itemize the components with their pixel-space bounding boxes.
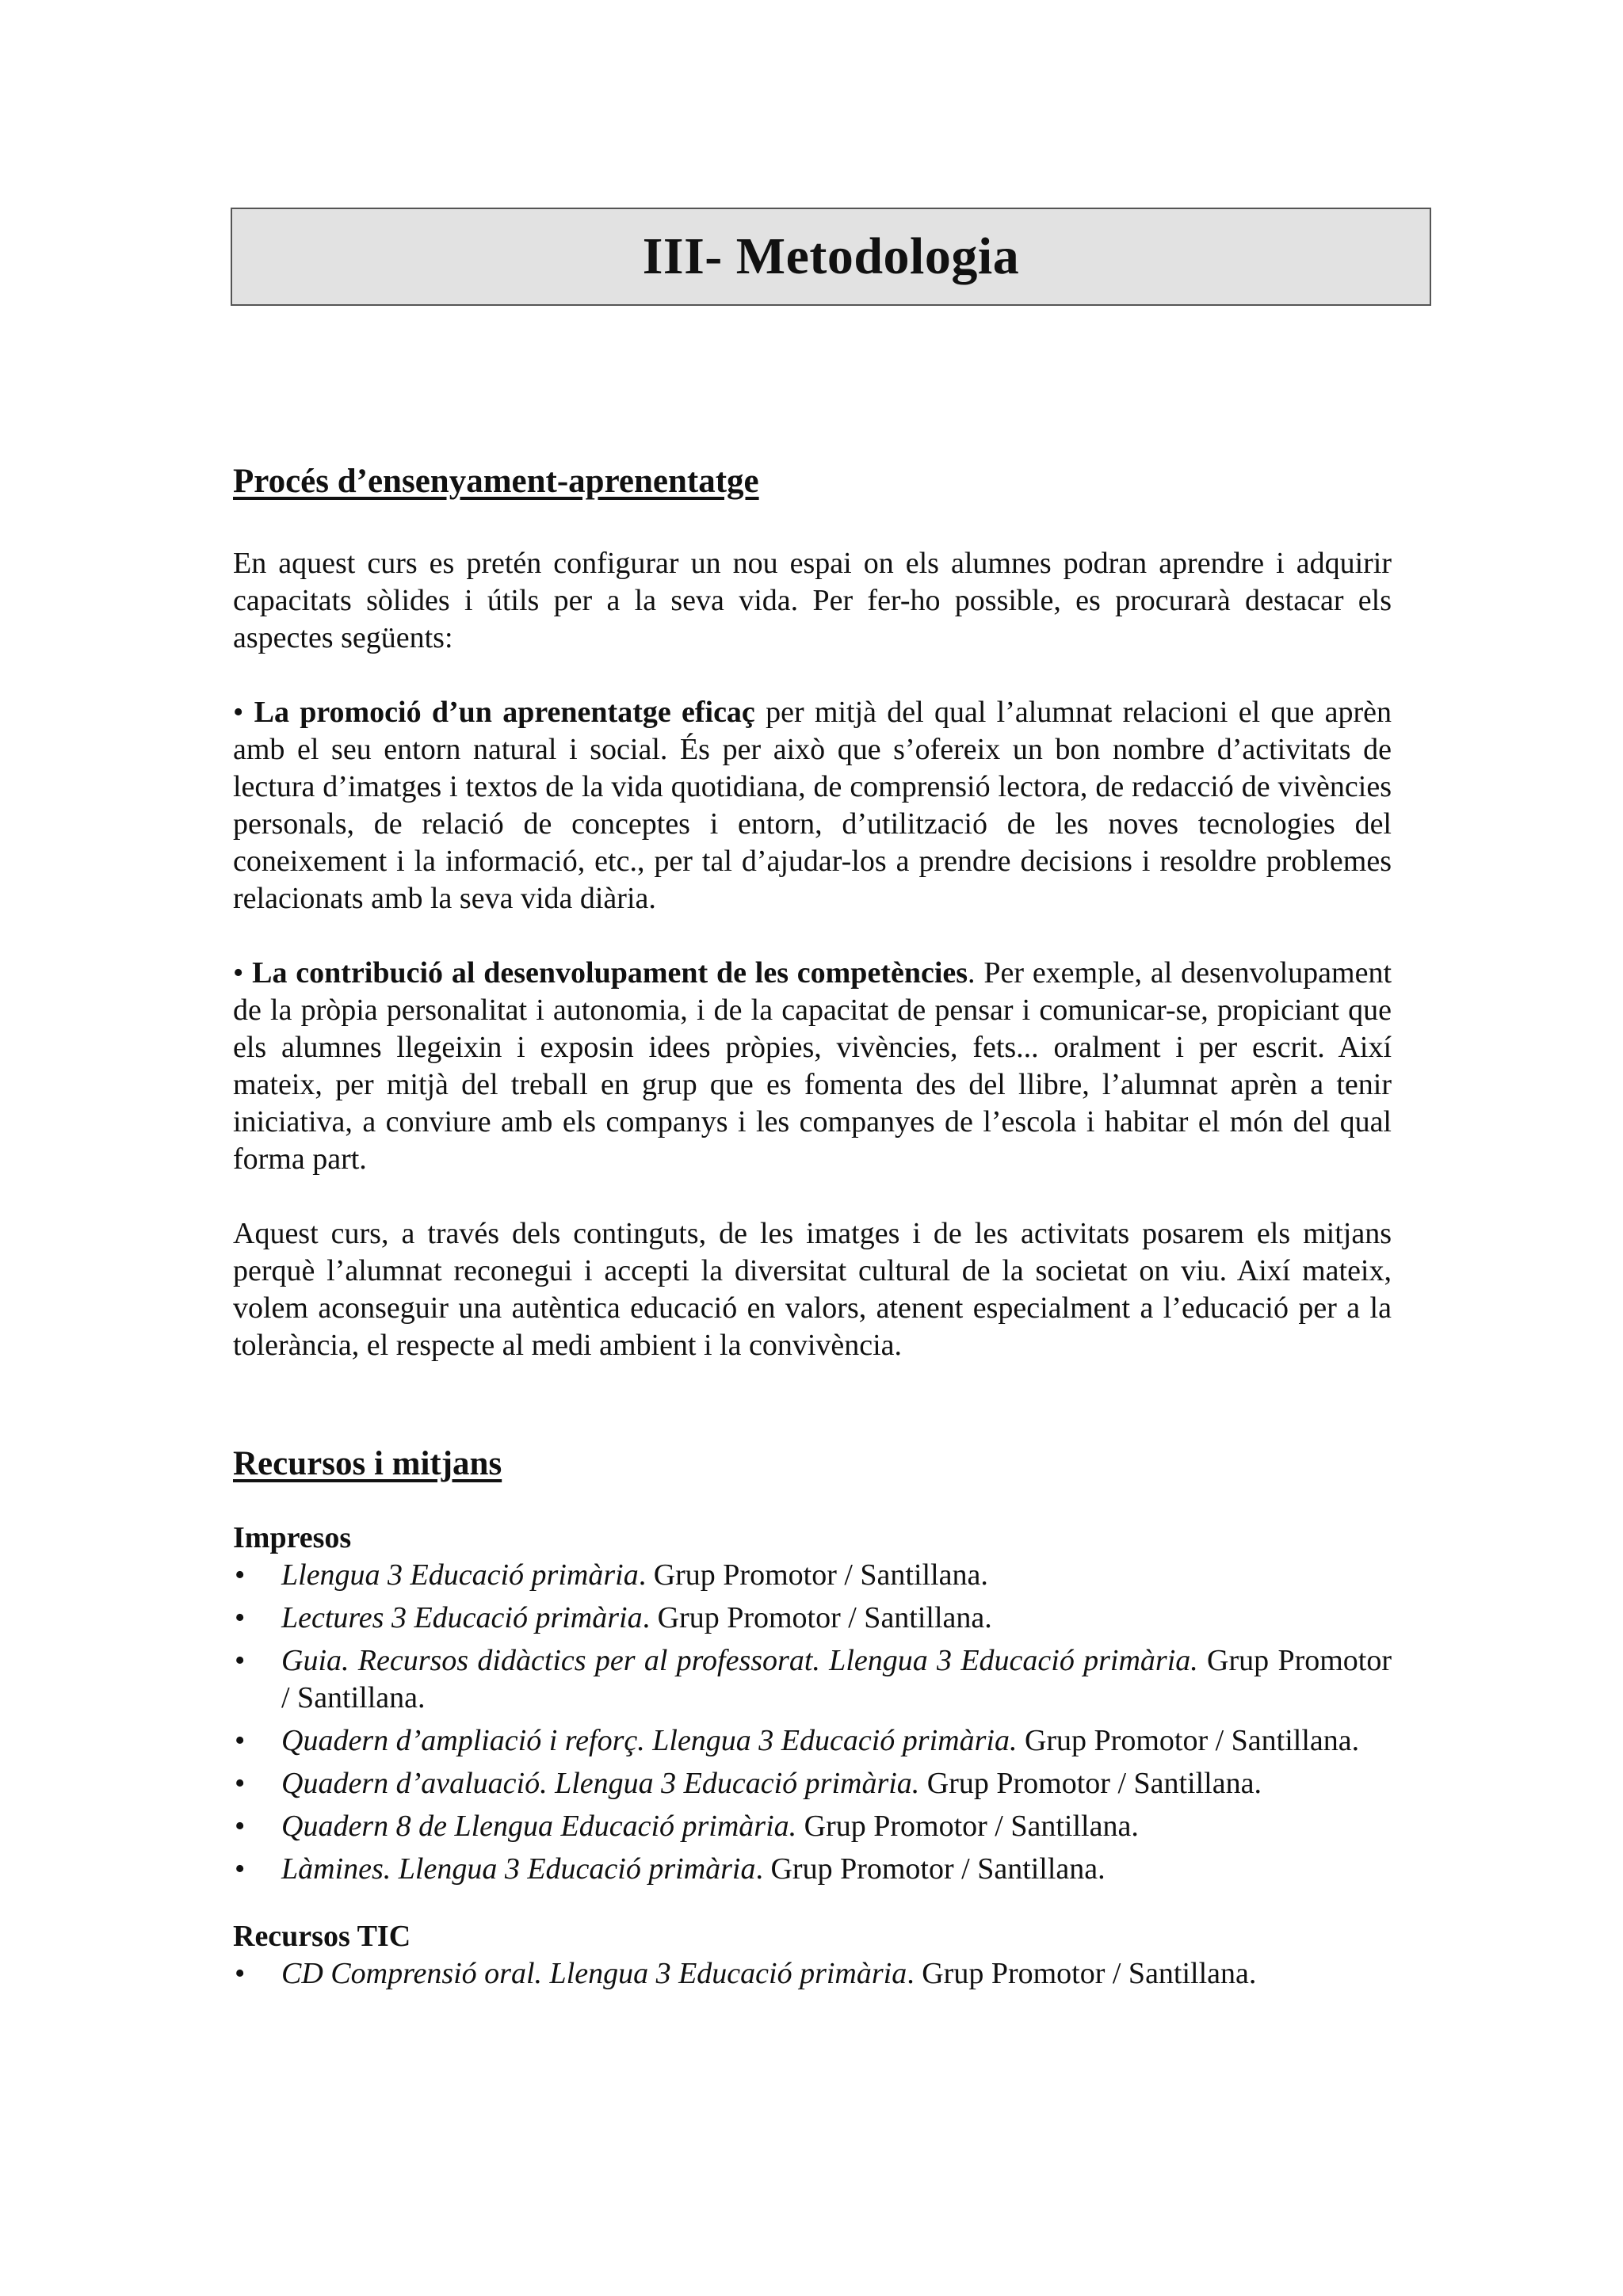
printed-list [233,1557,1392,1888]
title-box [231,208,1431,306]
list-item [233,1642,1392,1717]
intro-paragraph: En aquest curs es pretén configurar un nou espai on els alumnes podran aprendre i adquirir capacitats sòlides i útils per a la seva vida. Per fer-ho possible, es procurarà destacar els aspectes següents: [233,547,1392,654]
point-1-text: per mitjà del qual l’alumnat relacioni el que aprèn amb el seu entorn natural i social. És per això que s’ofereix un bon nombre d’activitats de lectura d’imatges i textos de la vida quotidiana, de comprensió lectora, de redacció de vivències personals, de relació de conceptes i entorn, d’utilització de les noves tecnologies del coneixement i la informació, etc., per tal d’ajudar-los a prendre decisions i resoldre problemes relacionats amb la seva vida diària. [233,696,1392,915]
item-publisher: Grup Promotor / Santillana. [281,1644,1392,1714]
section-heading-resources: Recursos i mitjans [233,1445,502,1482]
item-title: Quadern 8 de Llengua Educació primària. [281,1810,797,1843]
item-publisher: . Grup Promotor / Santillana. [638,1558,988,1592]
bullet-dot: • [233,956,253,990]
list-item [233,1955,1392,1993]
tic-list [233,1955,1392,1993]
item-title: CD Comprensió oral. Llengua 3 Educació primària [281,1957,907,1990]
closing-paragraph: Aquest curs, a través dels continguts, de les imatges i de les activitats posarem els mitjans perquè l’alumnat reconegui i accepti la diversitat cultural de la societat on viu. Així mateix, volem aconseguir una autèntica educació en valors, atenent especialment a l’educació per a la tolerància, el respecte al medi ambient i la convivència. [233,1217,1392,1362]
bullet-icon: • [235,1957,246,1990]
bullet-icon: • [235,1558,246,1592]
bullet-icon: • [235,1767,246,1800]
point-2-text: . Per exemple, al desenvolupament de la pròpia personalitat i autonomia, i de la capacitat de pensar i comunicar-se, propiciant que els alumnes llegeixin i exposin idees pròpies, vivències, fets... oralment i per escrit. Així mateix, per mitjà del treball en grup que es fomenta des del llibre, l’alumnat aprèn a tenir iniciativa, a conviure amb els companys i les companyes de l’escola i habitar el món del qual forma part. [233,956,1392,1176]
page-title: III- Metodologia [642,227,1020,285]
tic-heading: Recursos TIC [233,1920,411,1953]
item-title: Làmines. Llengua 3 Educació primària [281,1852,756,1886]
list-item [233,1808,1392,1845]
list-item [233,1600,1392,1637]
bullet-dot: • [233,696,254,729]
item-publisher: . Grup Promotor / Santillana. [755,1852,1106,1886]
item-title: Quadern d’avaluació. Llengua 3 Educació primària. [281,1767,920,1800]
list-item [233,1851,1392,1888]
section-heading-process: Procés d’ensenyament-aprenentatge [233,463,759,500]
list-item [233,1557,1392,1594]
item-title: Lectures 3 Educació primària [281,1601,643,1634]
item-publisher: . Grup Promotor / Santillana. [642,1601,992,1634]
bullet-icon: • [235,1724,246,1757]
point-paragraph-1 [233,694,1392,917]
bullet-icon: • [235,1601,246,1634]
item-title: Quadern d’ampliació i reforç. Llengua 3 Educació primària. [281,1724,1018,1757]
point-1-bold: La promoció d’un aprenentatge eficaç [254,696,755,729]
item-title: Guia. Recursos didàctics per al professorat. Llengua 3 Educació primària. [281,1644,1198,1677]
bullet-icon: • [235,1644,246,1677]
item-publisher: Grup Promotor / Santillana. [796,1810,1139,1843]
item-publisher: Grup Promotor / Santillana. [1017,1724,1360,1757]
item-publisher: . Grup Promotor / Santillana. [907,1957,1257,1990]
item-title: Llengua 3 Educació primària [281,1558,639,1592]
point-paragraph-2 [233,955,1392,1178]
point-2-bold: La contribució al desenvolupament de les competències [252,956,968,990]
list-item [233,1722,1392,1760]
bullet-icon: • [235,1852,246,1886]
bullet-icon: • [235,1810,246,1843]
list-item [233,1765,1392,1802]
printed-heading: Impresos [233,1521,352,1554]
document-body [233,458,1392,1998]
item-publisher: Grup Promotor / Santillana. [919,1767,1262,1800]
